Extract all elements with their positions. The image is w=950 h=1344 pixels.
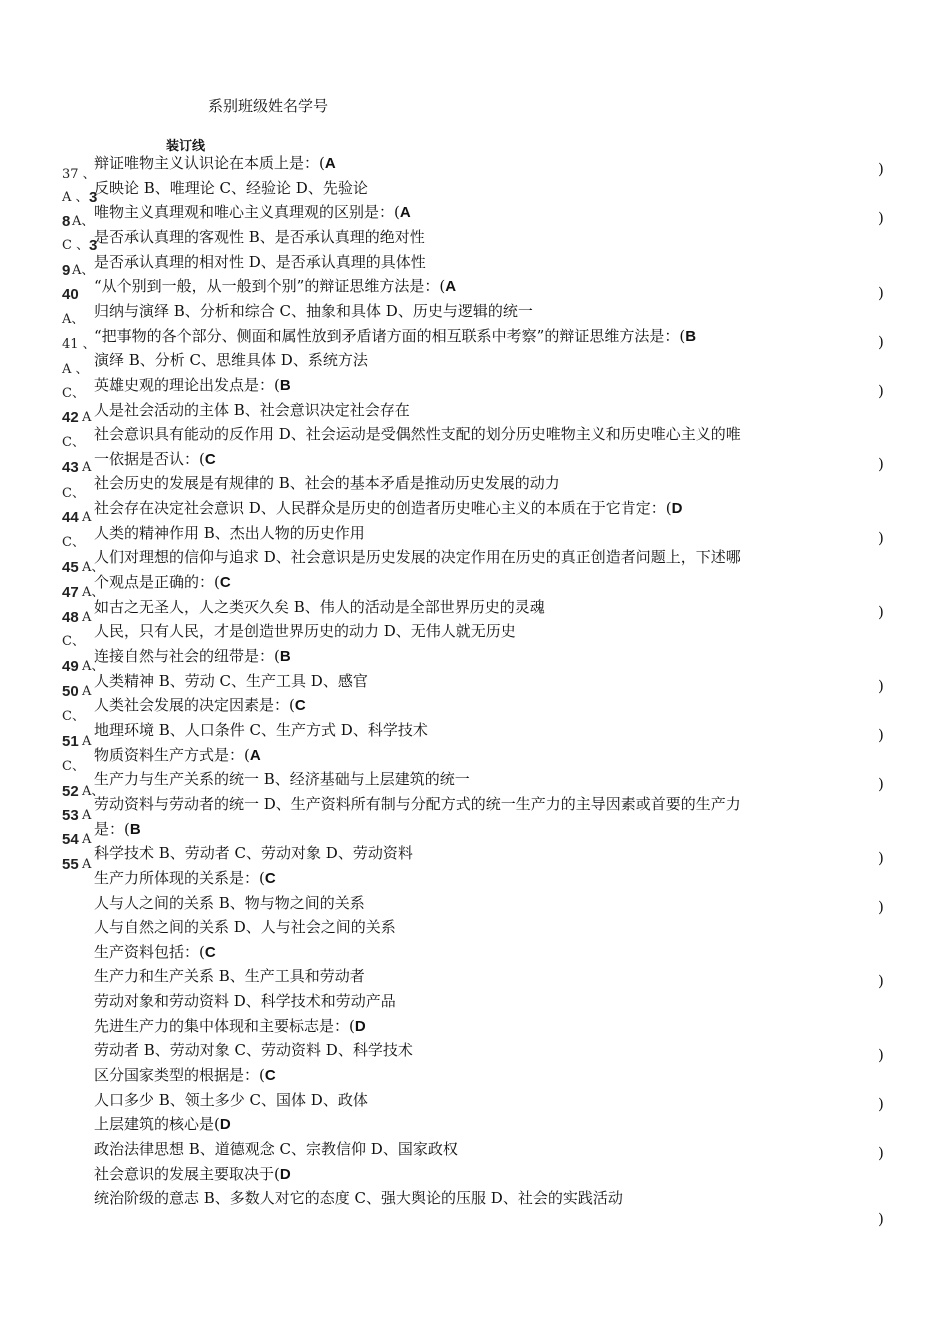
- text-line: [94, 622, 516, 640]
- margin-number: C、: [62, 386, 85, 401]
- text-line: [94, 1115, 231, 1134]
- margin-number: A、: [72, 214, 95, 229]
- text-line: [94, 770, 470, 788]
- text-line: [94, 351, 368, 369]
- text-line: [94, 376, 291, 395]
- line-text: “从个别到一般，从一般到个别”的辩证思维方法是：(: [94, 277, 446, 296]
- closing-parenthesis: ): [878, 1144, 884, 1162]
- line-text: 一依据是否认：(: [94, 449, 205, 468]
- line-text: 区分国家类型的根据是：(: [94, 1066, 265, 1084]
- margin-number: C、: [62, 634, 85, 649]
- text-line: [94, 1189, 623, 1207]
- closing-parenthesis: ): [878, 1046, 884, 1064]
- margin-number: 42: [62, 409, 79, 426]
- margin-number: A: [82, 808, 92, 823]
- margin-number: A、: [62, 312, 85, 327]
- margin-number: 51: [62, 733, 79, 750]
- line-text: 物质资料生产方式是：(: [94, 745, 250, 764]
- margin-number: A: [82, 460, 92, 475]
- text-line: [94, 425, 741, 443]
- margin-number: A、: [82, 560, 105, 575]
- answer-letter: C: [294, 697, 306, 715]
- line-text: 辩证唯物主义认识论在本质上是：(: [94, 154, 325, 172]
- binding-line-label: 装订线: [166, 139, 206, 154]
- answer-letter: B: [279, 648, 291, 665]
- margin-number: A、: [82, 659, 105, 674]
- line-text: “把事物的各个部分、侧面和属性放到矛盾诸方面的相互联系中考察”的辩证思维方法是：(: [94, 326, 686, 345]
- margin-number: 8: [62, 213, 71, 230]
- text-line: [94, 721, 428, 739]
- text-line: [94, 524, 365, 542]
- line-text: 是否承认真理的客观性 B、是否承认真理的绝对性: [94, 227, 425, 246]
- text-line: [94, 203, 411, 222]
- margin-number: 53: [62, 807, 79, 824]
- line-text: 人与人之间的关系 B、物与物之间的关系: [94, 893, 365, 912]
- text-line: [94, 302, 533, 320]
- line-text: 上层建筑的核心是(: [94, 1115, 220, 1134]
- text-line: [94, 573, 231, 592]
- text-line: [94, 499, 683, 518]
- margin-number: C、: [62, 709, 85, 724]
- closing-parenthesis: ): [878, 775, 884, 793]
- margin-number: C、: [62, 535, 85, 550]
- line-text: 社会意识具有能动的反作用 D、社会运动是受偶然性支配的划分历史唯物主义和历史唯心主义的唯: [94, 425, 741, 444]
- answer-letter: C: [204, 450, 216, 468]
- answer-letter: D: [219, 1116, 231, 1134]
- closing-parenthesis: ): [878, 160, 884, 178]
- text-line: [94, 844, 413, 862]
- line-text: 是否承认真理的相对性 D、是否承认真理的具体性: [94, 252, 426, 271]
- margin-number: 3: [89, 237, 98, 254]
- line-text: 生产力所体现的关系是：(: [94, 868, 265, 887]
- margin-number: 43: [62, 459, 79, 476]
- line-text: 英雄史观的理论出发点是：(: [94, 375, 280, 394]
- margin-number: A: [82, 410, 92, 425]
- line-text: 科学技术 B、劳动者 C、劳动对象 D、劳动资料: [94, 844, 413, 863]
- margin-number: A 、: [62, 190, 89, 205]
- line-text: 统治阶级的意志 B、多数人对它的态度 C、强大舆论的压服 D、社会的实践活动: [94, 1189, 623, 1208]
- answer-letter: C: [219, 574, 231, 591]
- line-text: 人类社会发展的决定因素是：(: [94, 696, 295, 715]
- text-line: [94, 179, 368, 197]
- line-text: 劳动对象和劳动资料 D、科学技术和劳动产品: [94, 992, 396, 1011]
- closing-parenthesis: ): [878, 726, 884, 744]
- text-line: [94, 894, 365, 912]
- margin-number: 3: [89, 189, 98, 206]
- answer-letter: A: [249, 746, 261, 764]
- student-info-line: 系别班级姓名学号: [208, 97, 329, 115]
- margin-number: A: [82, 610, 92, 625]
- text-line: [94, 696, 306, 715]
- margin-number: 41 、: [62, 337, 96, 352]
- closing-parenthesis: ): [878, 1095, 884, 1113]
- line-text: 生产资料包括：(: [94, 942, 205, 961]
- text-line: [94, 450, 216, 469]
- closing-parenthesis: ): [878, 284, 884, 302]
- text-line: [94, 746, 261, 765]
- margin-number: A: [82, 734, 92, 749]
- text-line: [94, 1066, 276, 1085]
- text-line: [94, 1140, 458, 1158]
- line-text: 劳动资料与劳动者的统一 D、生产资料所有制与分配方式的统一生产力的主导因素或首要的生产力: [94, 794, 741, 813]
- answer-letter: C: [264, 869, 276, 887]
- closing-parenthesis: ): [878, 898, 884, 916]
- margin-number: C、: [62, 435, 85, 450]
- line-text: 先进生产力的集中体现和主要标志是：(: [94, 1016, 355, 1035]
- text-line: [94, 967, 365, 985]
- margin-number: 48: [62, 609, 79, 626]
- answer-letter: B: [129, 820, 141, 838]
- margin-number: 52: [62, 783, 79, 800]
- closing-parenthesis: ): [878, 209, 884, 227]
- closing-parenthesis: ): [878, 603, 884, 621]
- answer-letter: C: [264, 1067, 276, 1084]
- line-text: 是：(: [94, 819, 130, 838]
- line-text: 地理环境 B、人口条件 C、生产方式 D、科学技术: [94, 720, 428, 739]
- line-text: 唯物主义真理观和唯心主义真理观的区别是：(: [94, 203, 400, 222]
- line-text: 反映论 B、唯理论 C、经验论 D、先验论: [94, 178, 368, 197]
- text-line: [94, 548, 741, 566]
- line-text: 人与自然之间的关系 D、人与社会之间的关系: [94, 918, 396, 937]
- margin-number: A: [82, 684, 92, 699]
- margin-number: 50: [62, 683, 79, 700]
- margin-number: C、: [62, 486, 85, 501]
- text-line: [94, 474, 560, 492]
- text-line: [94, 598, 545, 616]
- text-line: [94, 943, 216, 962]
- line-text: 连接自然与社会的纽带是：(: [94, 647, 280, 665]
- margin-number: 54: [62, 831, 79, 848]
- answer-letter: D: [354, 1017, 366, 1035]
- answer-letter: C: [204, 943, 216, 961]
- margin-number: A、: [82, 585, 105, 600]
- text-line: [94, 869, 276, 888]
- answer-letter: D: [671, 500, 683, 518]
- line-text: 人类精神 B、劳动 C、生产工具 D、感官: [94, 671, 368, 690]
- margin-number: 9: [62, 262, 71, 279]
- text-line: [94, 672, 368, 690]
- answer-letter: D: [279, 1165, 291, 1183]
- text-line: [94, 327, 696, 346]
- line-text: 人民，只有人民，才是创造世界历史的动力 D、无伟人就无历史: [94, 622, 516, 641]
- line-text: 如古之无圣人，人之类灭久矣 B、伟人的活动是全部世界历史的灵魂: [94, 597, 545, 616]
- text-line: [94, 1041, 413, 1059]
- answer-letter: B: [685, 327, 697, 345]
- text-line: [94, 992, 396, 1010]
- text-line: [94, 154, 336, 173]
- line-text: 政治法律思想 B、道德观念 C、宗教信仰 D、国家政权: [94, 1140, 458, 1158]
- line-text: 人类的精神作用 B、杰出人物的历史作用: [94, 523, 365, 542]
- line-text: 人口多少 B、领土多少 C、国体 D、政体: [94, 1090, 368, 1109]
- closing-parenthesis: ): [878, 382, 884, 400]
- text-line: [94, 277, 456, 296]
- text-line: [94, 253, 426, 271]
- text-line: [94, 918, 396, 936]
- text-line: [94, 820, 141, 839]
- answer-letter: A: [399, 204, 411, 222]
- closing-parenthesis: ): [878, 1210, 884, 1228]
- closing-parenthesis: ): [878, 677, 884, 695]
- margin-number: A: [82, 832, 92, 847]
- margin-number: 45: [62, 559, 79, 576]
- answer-letter: A: [324, 155, 336, 172]
- text-line: [94, 1017, 366, 1036]
- line-text: 劳动者 B、劳动对象 C、劳动资料 D、科学技术: [94, 1041, 413, 1060]
- margin-number: A、: [72, 263, 95, 278]
- text-line: [94, 228, 425, 246]
- closing-parenthesis: ): [878, 849, 884, 867]
- closing-parenthesis: ): [878, 455, 884, 473]
- text-line: [94, 401, 410, 419]
- text-line: [94, 1165, 291, 1184]
- line-text: 社会历史的发展是有规律的 B、社会的基本矛盾是推动历史发展的动力: [94, 474, 560, 493]
- margin-number: C 、: [62, 238, 90, 253]
- line-text: 人们对理想的信仰与追求 D、社会意识是历史发展的决定作用在历史的真正创造者问题上，下述哪: [94, 548, 741, 567]
- line-text: 生产力和生产关系 B、生产工具和劳动者: [94, 967, 365, 986]
- margin-number: 49: [62, 658, 79, 675]
- margin-number: 47: [62, 584, 79, 601]
- margin-number: 40: [62, 286, 79, 303]
- text-line: [94, 1091, 368, 1109]
- margin-number: 37 、: [62, 167, 96, 182]
- line-text: 个观点是正确的：(: [94, 573, 220, 591]
- closing-parenthesis: ): [878, 529, 884, 547]
- line-text: 社会意识的发展主要取决于(: [94, 1164, 280, 1183]
- line-text: 人是社会活动的主体 B、社会意识决定社会存在: [94, 400, 410, 419]
- text-line: [94, 647, 291, 666]
- margin-number: A 、: [62, 362, 89, 377]
- margin-number: A、: [82, 784, 105, 799]
- answer-letter: A: [445, 278, 457, 296]
- closing-parenthesis: ): [878, 333, 884, 351]
- margin-number: C、: [62, 759, 85, 774]
- margin-number: 55: [62, 856, 79, 873]
- margin-number: 44: [62, 509, 79, 526]
- line-text: 演绎 B、分析 C、思维具体 D、系统方法: [94, 351, 368, 370]
- closing-parenthesis: ): [878, 972, 884, 990]
- line-text: 生产力与生产关系的统一 B、经济基础与上层建筑的统一: [94, 770, 470, 789]
- line-text: 社会存在决定社会意识 D、人民群众是历史的创造者历史唯心主义的本质在于它肯定：(: [94, 499, 672, 518]
- margin-number: A: [82, 510, 92, 525]
- margin-number: A: [82, 857, 92, 872]
- text-line: [94, 795, 741, 813]
- line-text: 归纳与演绎 B、分析和综合 C、抽象和具体 D、历史与逻辑的统一: [94, 301, 533, 320]
- answer-letter: B: [279, 376, 291, 394]
